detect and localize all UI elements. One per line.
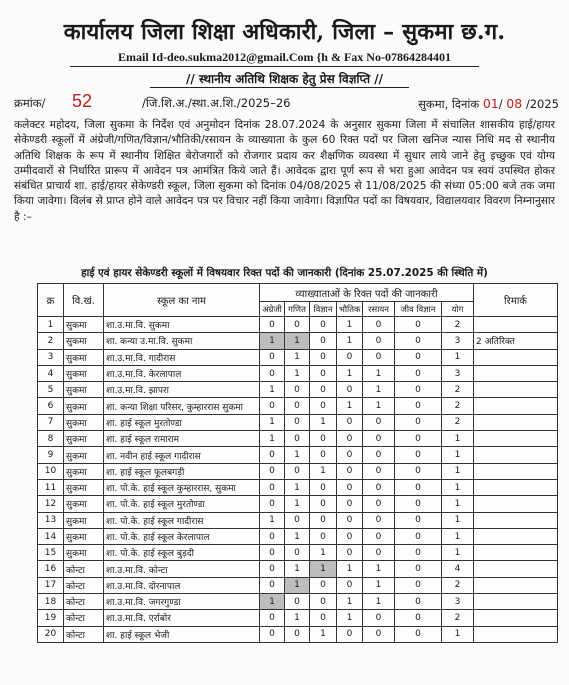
row-vacancy-count: 0 (395, 333, 442, 349)
row-block: सुकमा (64, 447, 104, 463)
row-vacancy-count: 0 (260, 479, 285, 495)
row-total: 1 (442, 463, 474, 479)
table-row (38, 594, 558, 610)
row-vacancy-count: 0 (395, 382, 442, 398)
row-vacancy-count: 1 (363, 577, 395, 593)
email-fax-line: Email Id-deo.sukma2012@gmail.Com {h & Fax No-07864284401 (118, 50, 451, 64)
row-vacancy-count: 0 (310, 577, 337, 593)
row-vacancy-count: 1 (363, 594, 395, 610)
row-vacancy-count: 0 (310, 528, 337, 544)
row-block: सुकमा (64, 496, 104, 512)
row-serial: 1 (38, 317, 64, 333)
row-vacancy-count: 0 (337, 382, 363, 398)
row-vacancy-count: 1 (260, 382, 285, 398)
table-row (38, 577, 558, 593)
row-vacancy-count: 1 (260, 333, 285, 349)
row-vacancy-count: 0 (395, 610, 442, 626)
row-vacancy-count: 0 (285, 463, 310, 479)
row-total: 2 (442, 610, 474, 626)
row-vacancy-count: 0 (363, 545, 395, 561)
row-serial: 11 (38, 479, 64, 495)
row-school-name: शा.उ.मा.वि. गादीरास (104, 349, 260, 365)
row-remark (474, 528, 558, 544)
reference-date: सुकमा, दिनांक 01/ 08 /2025 (418, 96, 559, 111)
row-remark (474, 365, 558, 381)
row-vacancy-count: 0 (260, 561, 285, 577)
row-vacancy-count: 1 (337, 561, 363, 577)
vacancy-table (37, 283, 558, 643)
row-vacancy-count: 1 (310, 561, 337, 577)
row-block: कोन्टा (64, 594, 104, 610)
row-vacancy-count: 1 (310, 626, 337, 642)
row-remark (474, 561, 558, 577)
row-total: 2 (442, 317, 474, 333)
row-vacancy-count: 1 (285, 528, 310, 544)
subject-header: रसायन (363, 302, 395, 317)
row-remark (474, 431, 558, 447)
row-remark (474, 545, 558, 561)
table-row (38, 317, 558, 333)
row-serial: 18 (38, 594, 64, 610)
row-block: सुकमा (64, 365, 104, 381)
header-serial: क्र (38, 284, 64, 317)
row-serial: 12 (38, 496, 64, 512)
row-serial: 5 (38, 382, 64, 398)
row-serial: 20 (38, 626, 64, 642)
row-remark (474, 317, 558, 333)
row-vacancy-count: 0 (260, 349, 285, 365)
row-vacancy-count: 0 (337, 577, 363, 593)
table-row (38, 545, 558, 561)
row-vacancy-count: 0 (310, 610, 337, 626)
row-vacancy-count: 0 (310, 365, 337, 381)
row-vacancy-count: 0 (337, 431, 363, 447)
row-block: सुकमा (64, 414, 104, 430)
table-heading: हाई एवं हायर सेकेण्डरी स्कूलों में विषयवार रिक्त पदों की जानकारी (दिनांक 25.07.2025 की स्थिति में) (81, 267, 488, 279)
row-vacancy-count: 0 (285, 594, 310, 610)
row-vacancy-count: 0 (395, 561, 442, 577)
row-vacancy-count: 0 (285, 317, 310, 333)
row-total: 3 (442, 333, 474, 349)
row-total: 3 (442, 594, 474, 610)
row-vacancy-count: 0 (363, 317, 395, 333)
row-total: 3 (442, 365, 474, 381)
row-vacancy-count: 0 (395, 349, 442, 365)
row-school-name: शा. हाई स्कूल रामाराम (104, 431, 260, 447)
row-vacancy-count: 0 (363, 447, 395, 463)
office-title: कार्यालय जिला शिक्षा अधिकारी, जिला – सुकमा छ.ग. (63, 19, 506, 45)
row-remark (474, 479, 558, 495)
notice-title: // स्थानीय अतिथि शिक्षक हेतु प्रेस विज्ञप्ति // (186, 72, 383, 86)
row-vacancy-count: 0 (260, 398, 285, 414)
row-vacancy-count: 1 (310, 414, 337, 430)
row-serial: 3 (38, 349, 64, 365)
row-vacancy-count: 1 (337, 398, 363, 414)
row-vacancy-count: 0 (363, 463, 395, 479)
row-vacancy-count: 0 (395, 545, 442, 561)
row-vacancy-count: 0 (260, 610, 285, 626)
subject-header: गणित (285, 302, 310, 317)
reference-line (14, 91, 559, 114)
row-vacancy-count: 0 (310, 349, 337, 365)
subject-header: अंग्रेजी (260, 302, 285, 317)
row-vacancy-count: 0 (310, 512, 337, 528)
row-vacancy-count: 1 (260, 594, 285, 610)
row-vacancy-count: 0 (337, 545, 363, 561)
row-vacancy-count: 0 (395, 431, 442, 447)
row-vacancy-count: 1 (285, 479, 310, 495)
row-school-name: शा.उ.मा.वि. दोरनापाल (104, 577, 260, 593)
table-row (38, 333, 558, 349)
date-day: 01 (482, 96, 499, 111)
row-vacancy-count: 0 (260, 545, 285, 561)
row-vacancy-count: 1 (285, 365, 310, 381)
row-vacancy-count: 0 (395, 463, 442, 479)
row-vacancy-count: 1 (285, 561, 310, 577)
table-row (38, 512, 558, 528)
row-vacancy-count: 0 (363, 349, 395, 365)
row-block: सुकमा (64, 545, 104, 561)
row-remark (474, 594, 558, 610)
row-vacancy-count: 0 (337, 496, 363, 512)
reference-label: क्रमांक/ (14, 96, 46, 110)
subject-header: योग (442, 302, 474, 317)
row-total: 2 (442, 398, 474, 414)
row-vacancy-count: 0 (395, 528, 442, 544)
row-block: सुकमा (64, 317, 104, 333)
row-vacancy-count: 0 (395, 626, 442, 642)
row-school-name: शा. हाई स्कूल भेजी (104, 626, 260, 642)
row-remark (474, 463, 558, 479)
row-serial: 6 (38, 398, 64, 414)
row-vacancy-count: 0 (310, 382, 337, 398)
row-total: 4 (442, 561, 474, 577)
row-block: सुकमा (64, 431, 104, 447)
row-serial: 2 (38, 333, 64, 349)
row-vacancy-count: 1 (285, 333, 310, 349)
row-vacancy-count: 0 (363, 610, 395, 626)
row-school-name: शा. पो.के. हाई स्कूल बुड़दी (104, 545, 260, 561)
row-vacancy-count: 1 (285, 447, 310, 463)
subject-header: भौतिक (337, 302, 363, 317)
row-school-name: शा. पो.के. हाई स्कूल केरलापाल (104, 528, 260, 544)
row-remark: 2 अतिरिक्त (474, 333, 558, 349)
row-total: 1 (442, 512, 474, 528)
row-vacancy-count: 1 (363, 561, 395, 577)
row-vacancy-count: 0 (310, 398, 337, 414)
row-vacancy-count: 0 (310, 479, 337, 495)
row-serial: 15 (38, 545, 64, 561)
row-vacancy-count: 1 (363, 398, 395, 414)
row-vacancy-count: 0 (285, 414, 310, 430)
notice-underline (150, 87, 409, 88)
row-vacancy-count: 0 (363, 333, 395, 349)
row-block: सुकमा (64, 333, 104, 349)
row-vacancy-count: 0 (395, 317, 442, 333)
table-row (38, 626, 558, 642)
table-row (38, 610, 558, 626)
subject-header: जीव विज्ञान (395, 302, 442, 317)
row-serial: 10 (38, 463, 64, 479)
row-vacancy-count: 0 (260, 626, 285, 642)
row-vacancy-count: 0 (310, 496, 337, 512)
row-vacancy-count: 1 (260, 431, 285, 447)
row-school-name: शा.उ.मा.वि. कोन्टा (104, 561, 260, 577)
row-vacancy-count: 0 (395, 365, 442, 381)
row-total: 1 (442, 431, 474, 447)
row-vacancy-count: 0 (260, 496, 285, 512)
row-serial: 19 (38, 610, 64, 626)
row-remark (474, 496, 558, 512)
table-row (38, 398, 558, 414)
row-block: कोन्टा (64, 626, 104, 642)
row-vacancy-count: 1 (363, 365, 395, 381)
row-vacancy-count: 0 (395, 496, 442, 512)
row-vacancy-count: 1 (285, 349, 310, 365)
row-vacancy-count: 0 (285, 431, 310, 447)
row-serial: 8 (38, 431, 64, 447)
date-month: 08 (506, 96, 523, 111)
row-vacancy-count: 0 (395, 479, 442, 495)
row-school-name: शा.उ.मा.वि. सुकमा (104, 317, 260, 333)
row-vacancy-count: 0 (395, 577, 442, 593)
row-vacancy-count: 0 (260, 317, 285, 333)
row-serial: 4 (38, 365, 64, 381)
row-vacancy-count: 1 (337, 594, 363, 610)
row-remark (474, 512, 558, 528)
row-block: सुकमा (64, 382, 104, 398)
row-vacancy-count: 1 (310, 463, 337, 479)
row-remark (474, 414, 558, 430)
row-vacancy-count: 0 (285, 545, 310, 561)
row-block: सुकमा (64, 463, 104, 479)
row-school-name: शा. नवीन हाई स्कूल गादीरास (104, 447, 260, 463)
row-vacancy-count: 0 (337, 463, 363, 479)
row-vacancy-count: 0 (310, 594, 337, 610)
row-school-name: शा.उ.मा.वि. जगरगुण्डा (104, 594, 260, 610)
place-date-prefix: सुकमा, दिनांक (418, 97, 480, 111)
row-block: सुकमा (64, 512, 104, 528)
row-vacancy-count: 0 (285, 626, 310, 642)
row-school-name: शा. पो.के. हाई स्कूल गादीरास (104, 512, 260, 528)
row-block: सुकमा (64, 528, 104, 544)
row-school-name: शा. हाई स्कूल फूलबगड़ी (104, 463, 260, 479)
row-school-name: शा.उ.मा.वि. एर्राबोर (104, 610, 260, 626)
row-remark (474, 349, 558, 365)
row-total: 1 (442, 528, 474, 544)
row-vacancy-count: 0 (337, 512, 363, 528)
row-total: 2 (442, 414, 474, 430)
row-remark (474, 382, 558, 398)
table-row (38, 431, 558, 447)
row-school-name: शा.उ.मा.वि. केरलापाल (104, 365, 260, 381)
row-block: सुकमा (64, 479, 104, 495)
row-vacancy-count: 0 (260, 577, 285, 593)
row-vacancy-count: 0 (260, 447, 285, 463)
row-vacancy-count: 0 (395, 594, 442, 610)
row-school-name: शा. पो.के. हाई स्कूल मुरतोण्डा (104, 496, 260, 512)
row-remark (474, 447, 558, 463)
row-block: कोन्टा (64, 561, 104, 577)
row-vacancy-count: 0 (285, 382, 310, 398)
row-block: कोन्टा (64, 577, 104, 593)
row-remark (474, 577, 558, 593)
row-total: 1 (442, 349, 474, 365)
table-row (38, 463, 558, 479)
row-vacancy-count: 0 (363, 414, 395, 430)
header-vacancy-group: व्याख्याताओं के रिक्त पदों की जानकारी (260, 284, 474, 302)
row-total: 1 (442, 496, 474, 512)
row-vacancy-count: 0 (395, 447, 442, 463)
row-vacancy-count: 0 (363, 512, 395, 528)
row-vacancy-count: 0 (337, 414, 363, 430)
row-school-name: शा.उ.मा.वि. झापरा (104, 382, 260, 398)
row-vacancy-count: 0 (363, 626, 395, 642)
table-row (38, 447, 558, 463)
row-serial: 16 (38, 561, 64, 577)
date-year: /2025 (525, 97, 559, 111)
row-school-name: शा. हाई स्कूल मुरतोण्डा (104, 414, 260, 430)
row-serial: 14 (38, 528, 64, 544)
row-vacancy-count: 1 (285, 496, 310, 512)
row-total: 1 (442, 447, 474, 463)
row-serial: 7 (38, 414, 64, 430)
row-vacancy-count: 0 (337, 447, 363, 463)
row-vacancy-count: 0 (395, 398, 442, 414)
row-serial: 13 (38, 512, 64, 528)
row-vacancy-count: 0 (310, 333, 337, 349)
row-vacancy-count: 0 (363, 479, 395, 495)
notice-body: कलेक्टर महोदय, जिला सुकमा के निर्देश एवं अनुमोदन दिनांक 28.07.2024 के अनुसार सुकमा जिला में संचालित शासकीय हाई/हायर सेकेण्डरी स्कूलों में अंग्रेजी/गणित/विज्ञान/भौतिकी/रसायन के व्याख्याता के कुल 60 रिक्त पदों पर जिला खनिज न्यास निधि मद से स्थानीय अतिथि शिक्षक के रूप में स्थानीय शिक्षित बेरोजगारों को रोजगार प्रदाय कर शैक्षणिक व्यवस्था में सुधार लाये जाने हेतु इच्छुक एवं योग्य उम्मीदवारों से निर्धारित प्रारूप में आवेदन पत्र आमंत्रित किये जाते हैं। आवेदक द्वारा पूर्ण रूप से भरा हुआ आवेदन पत्र स्वयं उपस्थित होकर संबंधित प्राचार्य शा. हाई/हायर सेकेण्डरी स्कूल, जिला सुकमा को दिनांक 04/08/2025 से 11/08/2025 की संध्या 05:00 बजे तक जमा किया जावेगा। विलंब से प्राप्त होने वाले आवेदन पत्र पर विचार नहीं किया जावेगा। विज्ञापित पदों का विषयवार, विद्यालयवार विवरण निम्नानुसार है :– (14, 119, 555, 223)
row-serial: 17 (38, 577, 64, 593)
row-vacancy-count: 1 (337, 317, 363, 333)
row-school-name: शा. कन्या शिक्षा परिसर, कुम्हाररास सुकमा (104, 398, 260, 414)
row-vacancy-count: 0 (363, 496, 395, 512)
row-vacancy-count: 0 (395, 512, 442, 528)
row-total: 2 (442, 382, 474, 398)
row-vacancy-count: 0 (285, 398, 310, 414)
row-remark (474, 610, 558, 626)
row-vacancy-count: 0 (260, 365, 285, 381)
row-school-name: शा. पो.के. हाई स्कूल कुम्हाररास, सुकमा (104, 479, 260, 495)
table-row (38, 414, 558, 430)
row-vacancy-count: 1 (337, 610, 363, 626)
row-total: 1 (442, 626, 474, 642)
subject-header: विज्ञान (310, 302, 337, 317)
row-vacancy-count: 1 (337, 365, 363, 381)
vacancy-table-body (38, 317, 558, 643)
table-row (38, 365, 558, 381)
header-remark: रिमार्क (474, 284, 558, 317)
row-block: कोन्टा (64, 610, 104, 626)
row-total: 2 (442, 577, 474, 593)
table-row (38, 496, 558, 512)
row-block: सुकमा (64, 398, 104, 414)
row-vacancy-count: 1 (310, 545, 337, 561)
row-vacancy-count: 0 (260, 463, 285, 479)
row-vacancy-count: 0 (260, 528, 285, 544)
row-vacancy-count: 0 (337, 626, 363, 642)
row-serial: 9 (38, 447, 64, 463)
row-school-name: शा. कन्या उ.मा.वि. सुकमा (104, 333, 260, 349)
table-row (38, 561, 558, 577)
row-remark (474, 626, 558, 642)
reference-code: /जि.शि.अ./स्था.अ.शि./2025–26 (142, 96, 291, 110)
row-vacancy-count: 1 (337, 333, 363, 349)
row-vacancy-count: 0 (337, 528, 363, 544)
header-school-name: स्कूल का नाम (104, 284, 260, 317)
row-vacancy-count: 0 (285, 512, 310, 528)
row-vacancy-count: 0 (310, 317, 337, 333)
row-vacancy-count: 0 (310, 447, 337, 463)
row-vacancy-count: 1 (260, 414, 285, 430)
row-vacancy-count: 0 (310, 431, 337, 447)
row-total: 1 (442, 479, 474, 495)
reference-number: 52 (72, 91, 93, 111)
row-vacancy-count: 0 (395, 414, 442, 430)
header-block: वि.खं. (64, 284, 104, 317)
row-remark (474, 398, 558, 414)
row-vacancy-count: 1 (260, 512, 285, 528)
table-row (38, 382, 558, 398)
row-vacancy-count: 1 (285, 610, 310, 626)
row-vacancy-count: 1 (285, 577, 310, 593)
row-total: 1 (442, 545, 474, 561)
row-vacancy-count: 0 (363, 431, 395, 447)
table-row (38, 349, 558, 365)
row-vacancy-count: 1 (363, 382, 395, 398)
table-row (38, 479, 558, 495)
row-vacancy-count: 0 (337, 479, 363, 495)
header-divider (70, 66, 479, 67)
row-block: सुकमा (64, 349, 104, 365)
table-row (38, 528, 558, 544)
row-vacancy-count: 0 (363, 528, 395, 544)
row-vacancy-count: 0 (337, 349, 363, 365)
